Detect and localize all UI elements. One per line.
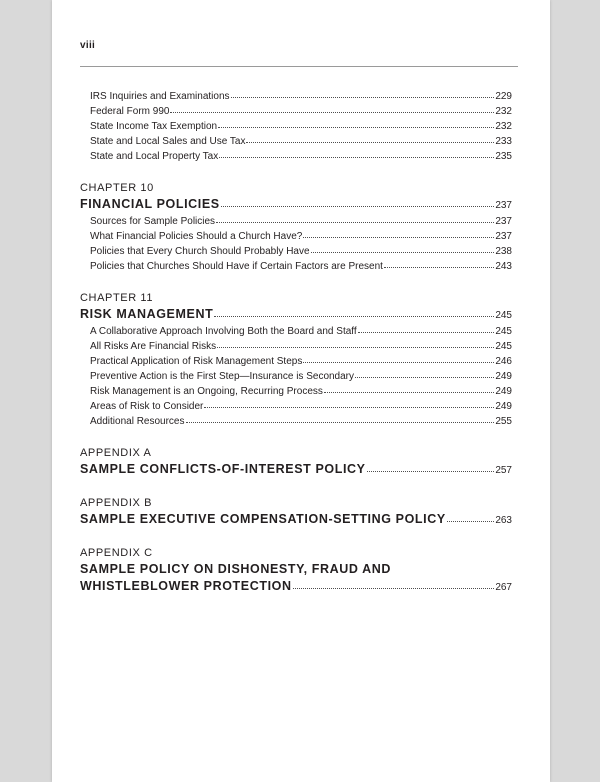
appendix-page: 267 [495, 582, 512, 593]
appendix-heading[interactable] [80, 461, 512, 479]
leader-dots [218, 123, 494, 128]
toc-entry-page: 246 [495, 356, 512, 367]
toc-entry[interactable] [80, 134, 512, 149]
chapter-label: CHAPTER 11 [80, 292, 154, 304]
table-of-contents [80, 89, 512, 596]
chapter-label: CHAPTER 10 [80, 182, 154, 194]
toc-entry-page: 249 [495, 386, 512, 397]
leader-dots [303, 233, 494, 238]
toc-entry[interactable] [80, 244, 512, 259]
toc-entry-page: 237 [495, 216, 512, 227]
leader-dots [246, 138, 494, 143]
leader-dots [170, 108, 494, 113]
toc-entry-title: A Collaborative Approach Involving Both the Board and Staff [90, 326, 357, 337]
toc-entry-title: What Financial Policies Should a Church Have? [90, 231, 303, 242]
toc-entry-page: 243 [495, 261, 512, 272]
appendix-title: SAMPLE EXECUTIVE COMPENSATION-SETTING POLICY [80, 512, 446, 526]
toc-chapter-10 [80, 181, 512, 274]
leader-dots [447, 517, 495, 522]
appendix-page: 257 [495, 465, 512, 476]
toc-entry-page: 235 [495, 151, 512, 162]
appendix-page: 263 [495, 515, 512, 526]
toc-appendix-c [80, 546, 512, 596]
appendix-title-line-2: WHISTLEBLOWER PROTECTION [80, 579, 292, 593]
toc-entry-title: All Risks Are Financial Risks [90, 341, 217, 352]
toc-entry[interactable] [80, 339, 512, 354]
toc-entry[interactable] [80, 259, 512, 274]
toc-entry[interactable] [80, 384, 512, 399]
chapter-heading[interactable] [80, 306, 512, 324]
leader-dots [204, 403, 494, 408]
toc-entry-page: 237 [495, 231, 512, 242]
toc-appendix-a [80, 446, 512, 479]
leader-dots [221, 202, 495, 207]
toc-entry[interactable] [80, 369, 512, 384]
toc-entry-page: 255 [495, 416, 512, 427]
leader-dots [358, 328, 495, 333]
chapter-page: 245 [495, 310, 512, 321]
chapter-page: 237 [495, 200, 512, 211]
chapter-title: RISK MANAGEMENT [80, 307, 214, 321]
toc-entry-title: Risk Management is an Ongoing, Recurring Process [90, 386, 323, 397]
toc-entry-title: Federal Form 990 [90, 106, 170, 117]
toc-entry-page: 233 [495, 136, 512, 147]
toc-entry-page: 229 [495, 91, 512, 102]
leader-dots [384, 263, 494, 268]
toc-entry-page: 245 [495, 341, 512, 352]
appendix-label: APPENDIX B [80, 497, 153, 509]
toc-entry[interactable] [80, 229, 512, 244]
toc-entry-title: Practical Application of Risk Management Steps [90, 356, 303, 367]
toc-entry-title: Policies that Every Church Should Probably Have [90, 246, 310, 257]
appendix-label: APPENDIX A [80, 447, 152, 459]
leader-dots [311, 248, 495, 253]
chapter-title: FINANCIAL POLICIES [80, 197, 220, 211]
toc-entry[interactable] [80, 324, 512, 339]
toc-entry-title: Policies that Churches Should Have if Certain Factors are Present [90, 261, 383, 272]
leader-dots [231, 93, 495, 98]
toc-entry-title: Areas of Risk to Consider [90, 401, 204, 412]
toc-entry[interactable] [80, 214, 512, 229]
appendix-heading[interactable] [80, 511, 512, 529]
toc-entry[interactable] [80, 119, 512, 134]
toc-entry[interactable] [80, 149, 512, 164]
toc-entry[interactable] [80, 414, 512, 429]
toc-entry-page: 238 [495, 246, 512, 257]
toc-entry[interactable] [80, 104, 512, 119]
appendix-title-line-1[interactable]: SAMPLE POLICY ON DISHONESTY, FRAUD AND [80, 562, 392, 576]
leader-dots [355, 373, 494, 378]
leader-dots [216, 218, 494, 223]
toc-appendix-b [80, 496, 512, 529]
toc-entry-title: Additional Resources [90, 416, 185, 427]
toc-entry[interactable] [80, 354, 512, 369]
toc-entry-title: IRS Inquiries and Examinations [90, 91, 230, 102]
toc-entry-title: Sources for Sample Policies [90, 216, 216, 227]
toc-entry-title: Preventive Action is the First Step—Insurance is Secondary [90, 371, 355, 382]
toc-section-tax [80, 89, 512, 164]
leader-dots [367, 467, 495, 472]
leader-dots [214, 312, 494, 317]
toc-entry-page: 232 [495, 121, 512, 132]
appendix-title: SAMPLE CONFLICTS-OF-INTEREST POLICY [80, 462, 366, 476]
toc-entry-page: 232 [495, 106, 512, 117]
toc-entry-page: 249 [495, 371, 512, 382]
leader-dots [324, 388, 494, 393]
toc-entry-page: 245 [495, 326, 512, 337]
page-number-roman: viii [80, 40, 96, 51]
leader-dots [303, 358, 494, 363]
toc-entry-title: State and Local Property Tax [90, 151, 219, 162]
leader-dots [293, 584, 495, 589]
toc-entry-title: State and Local Sales and Use Tax [90, 136, 246, 147]
leader-dots [217, 343, 494, 348]
header-divider [80, 66, 518, 67]
leader-dots [219, 153, 494, 158]
toc-entry[interactable] [80, 399, 512, 414]
chapter-heading[interactable] [80, 196, 512, 214]
appendix-heading[interactable] [80, 578, 512, 596]
appendix-label: APPENDIX C [80, 547, 153, 559]
toc-entry[interactable] [80, 89, 512, 104]
leader-dots [186, 418, 495, 423]
toc-chapter-11 [80, 291, 512, 429]
toc-entry-page: 249 [495, 401, 512, 412]
toc-entry-title: State Income Tax Exemption [90, 121, 218, 132]
